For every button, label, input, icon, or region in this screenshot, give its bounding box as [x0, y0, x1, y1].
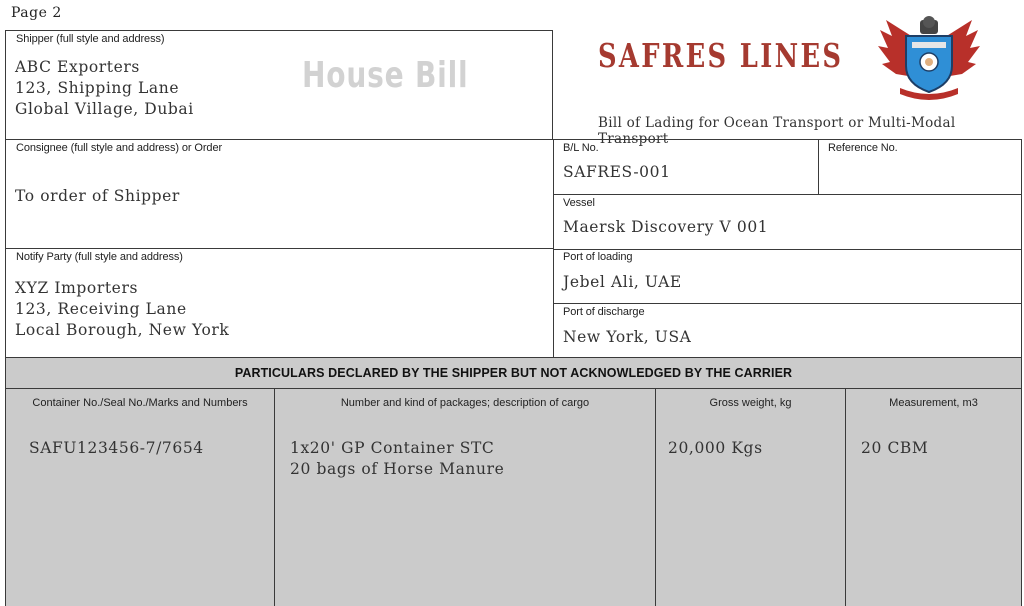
vessel-label: Vessel [563, 197, 595, 209]
carrier-subtitle: Bill of Lading for Ocean Transport or Multi-Modal Transport [598, 115, 956, 147]
crest-logo-icon [878, 14, 980, 102]
container-column-header: Container No./Seal No./Marks and Numbers [32, 397, 248, 409]
measurement-value: 20 CBM [861, 439, 929, 457]
carrier-name: SAFRES LINES [598, 36, 844, 75]
packages-column [274, 388, 656, 606]
measurement-column [845, 388, 1022, 606]
bl-no-label: B/L No. [563, 142, 599, 154]
measurement-column-header: Measurement, m3 [889, 397, 978, 409]
container-column [5, 388, 275, 606]
reference-label: Reference No. [828, 142, 898, 154]
consignee-label: Consignee (full style and address) or Order [16, 142, 223, 154]
shipper-label: Shipper (full style and address) [16, 33, 165, 45]
vessel-value: Maersk Discovery V 001 [563, 218, 769, 236]
notify-value: XYZ Importers 123, Receiving Lane Local Borough, New York [15, 279, 230, 339]
particulars-header [5, 357, 1022, 389]
house-bill-watermark: House Bill [302, 55, 469, 96]
particulars-title: PARTICULARS DECLARED BY THE SHIPPER BUT NOT ACKNOWLEDGED BY THE CARRIER [234, 366, 793, 380]
packages-value: 1x20' GP Container STC 20 bags of Horse Manure [290, 439, 505, 478]
shipper-value: ABC Exporters 123, Shipping Lane Global Village, Dubai [15, 58, 194, 118]
weight-value: 20,000 Kgs [668, 439, 763, 457]
page-number: Page 2 [11, 5, 62, 21]
port-loading-value: Jebel Ali, UAE [563, 273, 682, 291]
port-loading-label: Port of loading [563, 251, 633, 263]
port-discharge-label: Port of discharge [563, 306, 645, 318]
weight-column-header: Gross weight, kg [709, 397, 792, 409]
notify-label: Notify Party (full style and address) [16, 251, 183, 263]
port-discharge-value: New York, USA [563, 328, 692, 346]
consignee-value: To order of Shipper [15, 187, 180, 205]
packages-column-header: Number and kind of packages; description of cargo [340, 397, 590, 409]
container-value: SAFU123456-7/7654 [29, 439, 204, 457]
weight-column [655, 388, 846, 606]
bl-no-value: SAFRES-001 [563, 163, 671, 181]
